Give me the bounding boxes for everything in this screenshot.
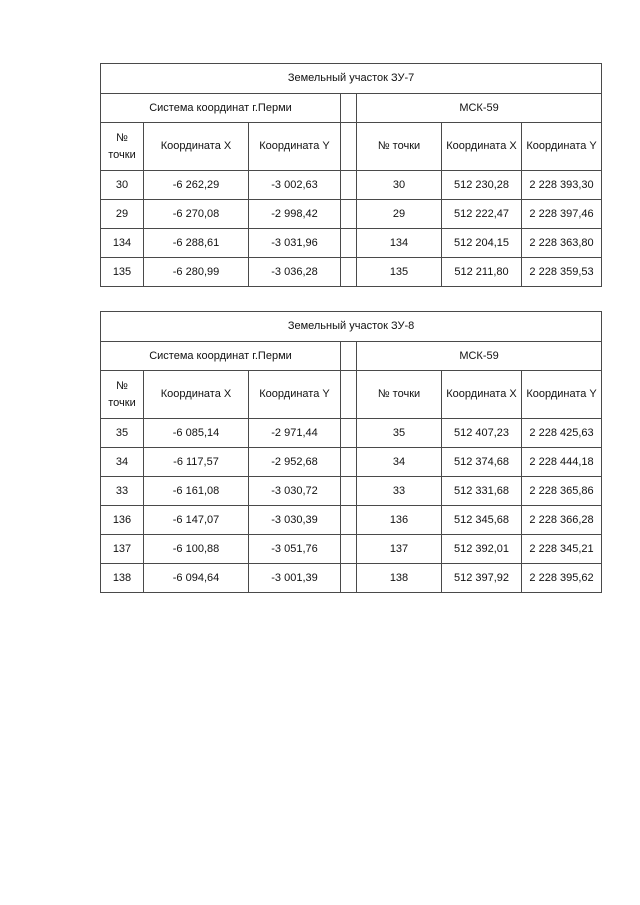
gap-cell	[341, 229, 357, 258]
msk-x-cell: 512 331,68	[442, 477, 522, 506]
table-body	[101, 312, 602, 593]
system-row	[101, 342, 602, 371]
msk-x-cell: 512 222,47	[442, 200, 522, 229]
system-right-label: МСК-59	[357, 94, 602, 123]
local-x-cell: -6 100,88	[144, 535, 249, 564]
gap-cell	[341, 94, 357, 123]
msk-point-number-cell: 35	[357, 419, 442, 448]
table-title: Земельный участок ЗУ-8	[101, 312, 602, 342]
system-left-label: Система координат г.Перми	[101, 342, 341, 371]
gap-cell	[341, 171, 357, 200]
gap-cell	[341, 200, 357, 229]
msk-point-number-cell: 134	[357, 229, 442, 258]
gap-cell	[341, 342, 357, 371]
msk-y-cell: 2 228 444,18	[522, 448, 602, 477]
table-row	[101, 229, 602, 258]
table-row	[101, 171, 602, 200]
msk-y-cell: 2 228 359,53	[522, 258, 602, 287]
msk-x-cell: 512 204,15	[442, 229, 522, 258]
header-point-right: № точки	[357, 123, 442, 171]
gap-cell	[341, 371, 357, 419]
msk-x-cell: 512 392,01	[442, 535, 522, 564]
msk-point-number-cell: 137	[357, 535, 442, 564]
msk-x-cell: 512 211,80	[442, 258, 522, 287]
title-row	[101, 312, 602, 342]
local-y-cell: -2 971,44	[249, 419, 341, 448]
msk-y-cell: 2 228 365,86	[522, 477, 602, 506]
msk-point-number-cell: 29	[357, 200, 442, 229]
local-x-cell: -6 147,07	[144, 506, 249, 535]
header-row	[101, 371, 602, 419]
table-title: Земельный участок ЗУ-7	[101, 64, 602, 94]
header-y-left: Координата Y	[249, 123, 341, 171]
msk-y-cell: 2 228 393,30	[522, 171, 602, 200]
local-y-cell: -2 998,42	[249, 200, 341, 229]
point-number-cell: 135	[101, 258, 144, 287]
local-x-cell: -6 262,29	[144, 171, 249, 200]
local-x-cell: -6 094,64	[144, 564, 249, 593]
header-point-right: № точки	[357, 371, 442, 419]
gap-cell	[341, 448, 357, 477]
point-number-cell: 30	[101, 171, 144, 200]
title-row	[101, 64, 602, 94]
local-y-cell: -3 030,39	[249, 506, 341, 535]
msk-x-cell: 512 407,23	[442, 419, 522, 448]
local-x-cell: -6 288,61	[144, 229, 249, 258]
msk-point-number-cell: 34	[357, 448, 442, 477]
header-x-left: Координата X	[144, 123, 249, 171]
table-row	[101, 448, 602, 477]
point-number-cell: 35	[101, 419, 144, 448]
coordinates-table-zu7	[100, 63, 602, 287]
system-left-label: Система координат г.Перми	[101, 94, 341, 123]
gap-cell	[341, 123, 357, 171]
gap-cell	[341, 564, 357, 593]
gap-cell	[341, 477, 357, 506]
point-number-cell: 34	[101, 448, 144, 477]
local-y-cell: -3 036,28	[249, 258, 341, 287]
point-number-cell: 137	[101, 535, 144, 564]
table-row	[101, 564, 602, 593]
coordinates-table-zu8	[100, 311, 602, 593]
msk-y-cell: 2 228 395,62	[522, 564, 602, 593]
msk-y-cell: 2 228 425,63	[522, 419, 602, 448]
local-y-cell: -3 051,76	[249, 535, 341, 564]
msk-y-cell: 2 228 397,46	[522, 200, 602, 229]
local-x-cell: -6 085,14	[144, 419, 249, 448]
msk-point-number-cell: 33	[357, 477, 442, 506]
gap-cell	[341, 419, 357, 448]
header-y-right: Координата Y	[522, 123, 602, 171]
local-y-cell: -3 002,63	[249, 171, 341, 200]
gap-cell	[341, 535, 357, 564]
header-y-left: Координата Y	[249, 371, 341, 419]
system-row	[101, 94, 602, 123]
system-right-label: МСК-59	[357, 342, 602, 371]
msk-y-cell: 2 228 363,80	[522, 229, 602, 258]
local-x-cell: -6 270,08	[144, 200, 249, 229]
table-row	[101, 506, 602, 535]
local-x-cell: -6 280,99	[144, 258, 249, 287]
local-x-cell: -6 117,57	[144, 448, 249, 477]
header-x-right: Координата X	[442, 371, 522, 419]
local-y-cell: -2 952,68	[249, 448, 341, 477]
msk-y-cell: 2 228 366,28	[522, 506, 602, 535]
header-point-left: № точки	[101, 123, 144, 171]
table-row	[101, 200, 602, 229]
local-x-cell: -6 161,08	[144, 477, 249, 506]
msk-point-number-cell: 136	[357, 506, 442, 535]
point-number-cell: 29	[101, 200, 144, 229]
local-y-cell: -3 031,96	[249, 229, 341, 258]
header-x-left: Координата X	[144, 371, 249, 419]
point-number-cell: 33	[101, 477, 144, 506]
table-row	[101, 419, 602, 448]
msk-point-number-cell: 30	[357, 171, 442, 200]
local-y-cell: -3 001,39	[249, 564, 341, 593]
msk-y-cell: 2 228 345,21	[522, 535, 602, 564]
local-y-cell: -3 030,72	[249, 477, 341, 506]
gap-cell	[341, 506, 357, 535]
point-number-cell: 138	[101, 564, 144, 593]
msk-point-number-cell: 138	[357, 564, 442, 593]
msk-x-cell: 512 230,28	[442, 171, 522, 200]
msk-x-cell: 512 345,68	[442, 506, 522, 535]
table-row	[101, 258, 602, 287]
point-number-cell: 134	[101, 229, 144, 258]
msk-point-number-cell: 135	[357, 258, 442, 287]
header-row	[101, 123, 602, 171]
msk-x-cell: 512 374,68	[442, 448, 522, 477]
header-y-right: Координата Y	[522, 371, 602, 419]
gap-cell	[341, 258, 357, 287]
header-x-right: Координата X	[442, 123, 522, 171]
point-number-cell: 136	[101, 506, 144, 535]
msk-x-cell: 512 397,92	[442, 564, 522, 593]
table-row	[101, 535, 602, 564]
table-body	[101, 64, 602, 287]
header-point-left: № точки	[101, 371, 144, 419]
table-row	[101, 477, 602, 506]
